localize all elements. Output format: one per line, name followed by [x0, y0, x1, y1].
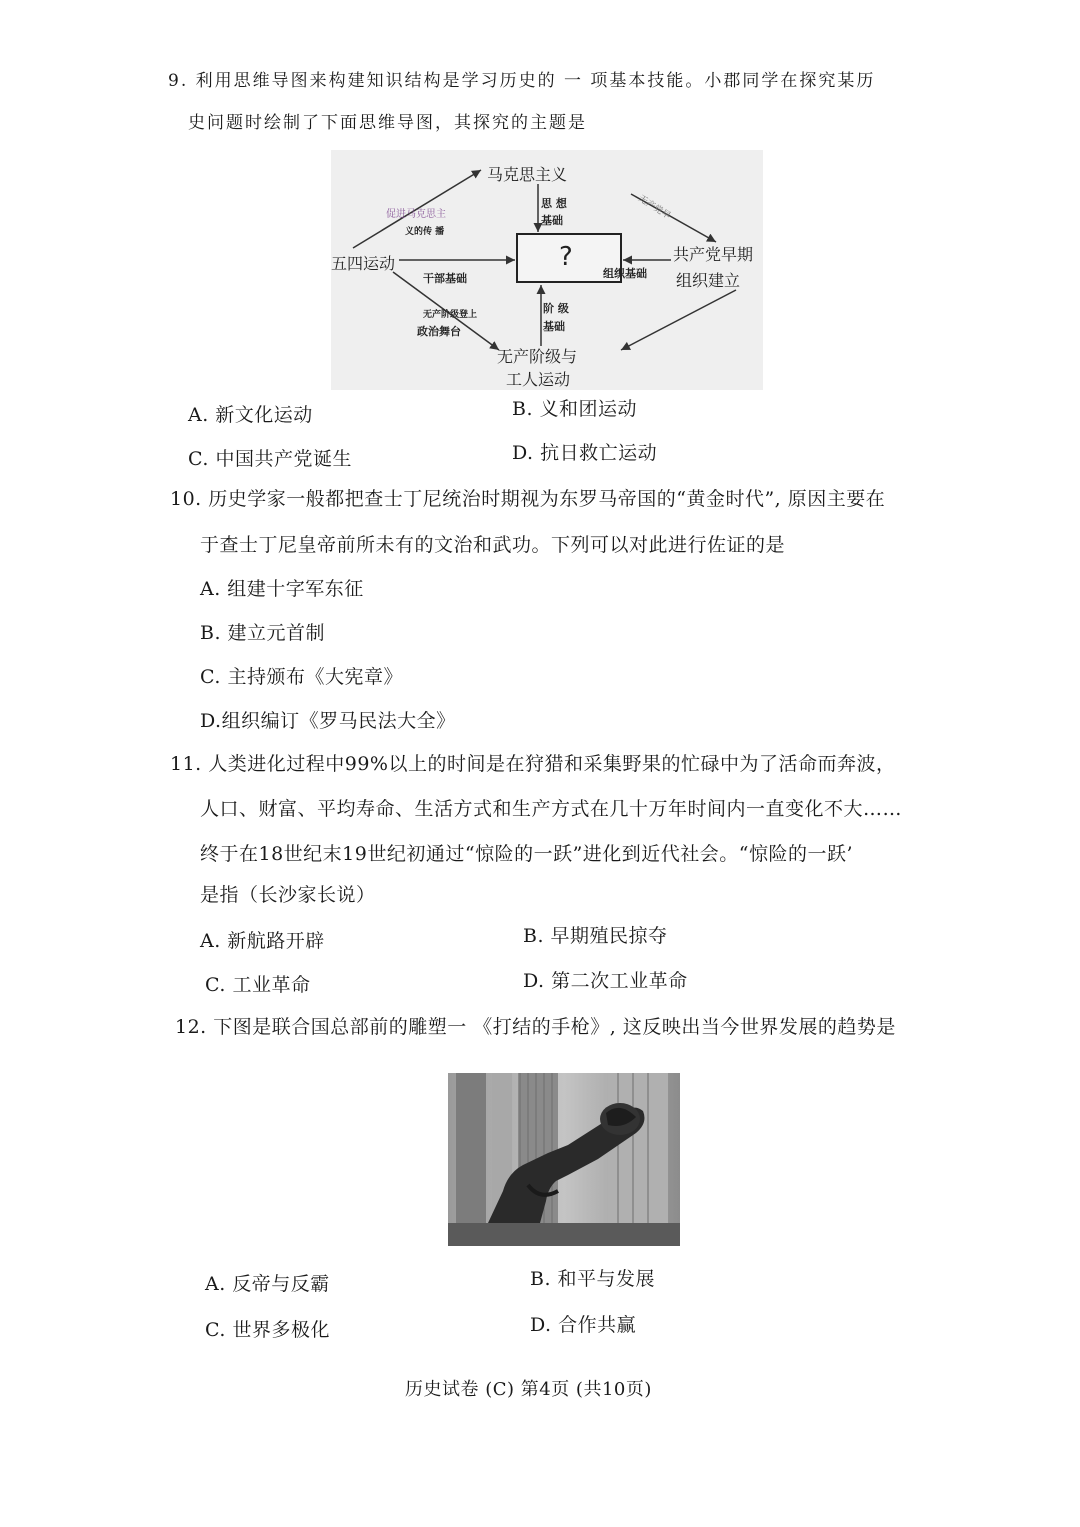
node-proletariat-2: 工人运动 — [506, 370, 571, 389]
node-party-early-2: 组织建立 — [676, 271, 741, 290]
q12-option-d: D. 合作共赢 — [530, 1314, 637, 1336]
q9-stem-line2: 史问题时绘制了下面思维导图，其探究的主题是 — [188, 113, 587, 133]
edge-party-early: 无产党早 — [636, 193, 673, 222]
q10-stem-line2: 于查士丁尼皇帝前所未有的文治和武功。下列可以对此进行佐证的是 — [200, 534, 786, 556]
edge-spread-marxism-1: 促进马克思主 — [386, 209, 446, 220]
q11-option-b: B. 早期殖民掠夺 — [523, 925, 668, 947]
q9-option-b: B. 义和团运动 — [512, 398, 638, 420]
q10-option-b: B. 建立元首制 — [200, 622, 326, 644]
q10-option-a: A. 组建十字军东征 — [200, 578, 364, 600]
edge-proletariat-stage-1: 无产阶级登上 — [423, 310, 478, 320]
q12-option-a: A. 反帝与反霸 — [205, 1273, 330, 1295]
page-footer: 历史试卷 (C) 第4页 (共10页) — [405, 1379, 652, 1400]
node-marxism: 马克思主义 — [487, 165, 568, 184]
node-may-fourth: 五四运动 — [331, 254, 396, 273]
q11-stem-line2: 人口、财富、平均寿命、生活方式和生产方式在几十万年时间内一直变化不大…… — [200, 798, 903, 820]
q12-option-b: B. 和平与发展 — [530, 1268, 656, 1290]
q11-stem-line3: 终于在18世纪末19世纪初通过“惊险的一跃”进化到近代社会。“惊险的一跃’ — [200, 843, 854, 865]
edge-proletariat-stage-2: 政治舞台 — [417, 325, 461, 338]
q11-option-d: D. 第二次工业革命 — [523, 970, 688, 992]
q9-option-c: C. 中国共产党诞生 — [188, 448, 352, 470]
label-organization-basis: 组织基础 — [603, 267, 647, 280]
q10-option-d: D.组织编订《罗马民法大全》 — [200, 710, 456, 732]
label-ideology-2: 基础 — [541, 214, 563, 227]
q11-option-c: C. 工业革命 — [205, 974, 311, 996]
knotted-gun-sculpture-photo — [448, 1073, 680, 1246]
mind-map-diagram — [331, 150, 763, 390]
label-cadre-basis: 干部基础 — [423, 272, 467, 285]
q12-stem-line1: 12. 下图是联合国总部前的雕塑一 《打结的手枪》, 这反映出当今世界发展的趋势是 — [175, 1016, 896, 1038]
q11-option-a: A. 新航路开辟 — [200, 930, 325, 952]
q10-option-c: C. 主持颁布《大宪章》 — [200, 666, 403, 688]
q11-stem-line1: 11. 人类进化过程中99%以上的时间是在狩猎和采集野果的忙碌中为了活命而奔波， — [170, 753, 896, 775]
q9-option-d: D. 抗日救亡运动 — [512, 442, 658, 464]
q9-stem-line1: 9. 利用思维导图来构建知识结构是学习历史的 一 项基本技能。小郡同学在探究某历 — [168, 71, 876, 91]
center-question-mark: ? — [559, 242, 573, 272]
node-party-early-1: 共产党早期 — [673, 245, 754, 264]
node-proletariat-1: 无产阶级与 — [497, 347, 578, 366]
edge-spread-marxism-2: 义的传 播 — [405, 227, 445, 237]
label-class-1: 阶 级 — [543, 302, 569, 315]
q12-option-c: C. 世界多极化 — [205, 1319, 330, 1341]
q10-stem-line1: 10. 历史学家一般都把查士丁尼统治时期视为东罗马帝国的“黄金时代”, 原因主要在 — [170, 488, 886, 510]
q9-option-a: A. 新文化运动 — [188, 404, 313, 426]
label-class-2: 基础 — [543, 320, 565, 333]
label-ideology-1: 思 想 — [541, 197, 567, 210]
q11-stem-line4: 是指（长沙家长说） — [200, 884, 376, 906]
